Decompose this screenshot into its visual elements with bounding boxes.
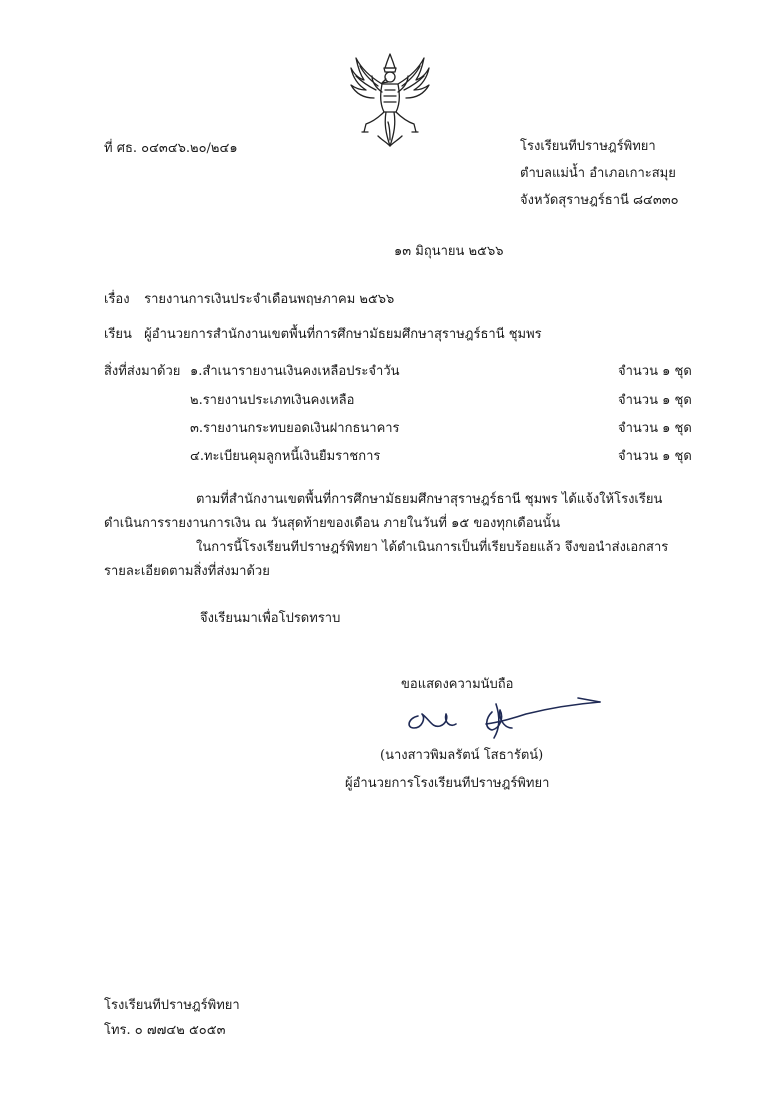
signatory-name: (นางสาวพิมลรัตน์ โสธารัตน์): [380, 748, 544, 763]
closing-salutation: ขอแสดงความนับถือ: [401, 677, 514, 692]
handwritten-signature: [400, 694, 605, 744]
enclosure-item: ๔.ทะเบียนคุมลูกหนี้เงินยืมราชการ: [190, 449, 381, 464]
signatory-position: ผู้อำนวยการโรงเรียนทีปราษฎร์พิทยา: [345, 776, 550, 791]
footer-school: โรงเรียนทีปราษฎร์พิทยา: [104, 998, 240, 1013]
body-paragraph-2-line-1: ในการนี้โรงเรียนทีปราษฎร์พิทยา ได้ดำเนินการเป็นที่เรียบร้อยแล้ว จึงขอนำส่งเอกสาร: [196, 540, 669, 555]
address-line: จังหวัดสุราษฎร์ธานี ๘๔๓๓๐: [520, 193, 679, 208]
enclosure-item: ๑.สำเนารายงานเงินคงเหลือประจำวัน: [190, 364, 400, 379]
recipient-text: ผู้อำนวยการสำนักงานเขตพื้นที่การศึกษามัธยมศึกษาสุราษฎร์ธานี ชุมพร: [144, 327, 542, 342]
letter-date: ๑๓ มิถุนายน ๒๕๖๖: [394, 244, 504, 259]
body-paragraph-1-line-1: ตามที่สำนักงานเขตพื้นที่การศึกษามัธยมศึกษาสุราษฎร์ธานี ชุมพร ได้แจ้งให้โรงเรียน: [196, 492, 663, 507]
subject-line: [104, 292, 394, 308]
subject-label: เรื่อง: [104, 292, 130, 307]
enclosure-quantity: จำนวน ๑ ชุด: [618, 421, 692, 436]
school-address: [520, 139, 679, 220]
enclosure-quantity: จำนวน ๑ ชุด: [618, 393, 692, 408]
closing-request: จึงเรียนมาเพื่อโปรดทราบ: [200, 611, 341, 626]
recipient-label: เรียน: [104, 327, 132, 342]
recipient-line: [104, 327, 542, 343]
subject-text: รายงานการเงินประจำเดือนพฤษภาคม ๒๕๖๖: [144, 292, 395, 307]
enclosure-quantity: จำนวน ๑ ชุด: [618, 449, 692, 464]
body-paragraph-1-line-2: ดำเนินการรายงานการเงิน ณ วันสุดท้ายของเดือน ภายในวันที่ ๑๕ ของทุกเดือนนั้น: [104, 516, 561, 531]
body-paragraph-2-line-2: รายละเอียดตามสิ่งที่ส่งมาด้วย: [104, 564, 270, 579]
enclosure-quantity: จำนวน ๑ ชุด: [618, 364, 692, 379]
garuda-emblem: [348, 52, 432, 148]
address-line: ตำบลแม่น้ำ อำเภอเกาะสมุย: [520, 166, 676, 181]
address-line: โรงเรียนทีปราษฎร์พิทยา: [520, 139, 656, 154]
enclosures-label: สิ่งที่ส่งมาด้วย: [104, 364, 181, 379]
reference-number: ที่ ศธ. ๐๔๓๔๖.๒๐/๒๔๑: [104, 141, 238, 156]
enclosure-item: ๒.รายงานประเภทเงินคงเหลือ: [190, 393, 355, 408]
enclosure-item: ๓.รายงานกระทบยอดเงินฝากธนาคาร: [190, 421, 400, 436]
footer-phone: โทร. ๐ ๗๗๔๒ ๕๐๕๓: [104, 1023, 226, 1038]
